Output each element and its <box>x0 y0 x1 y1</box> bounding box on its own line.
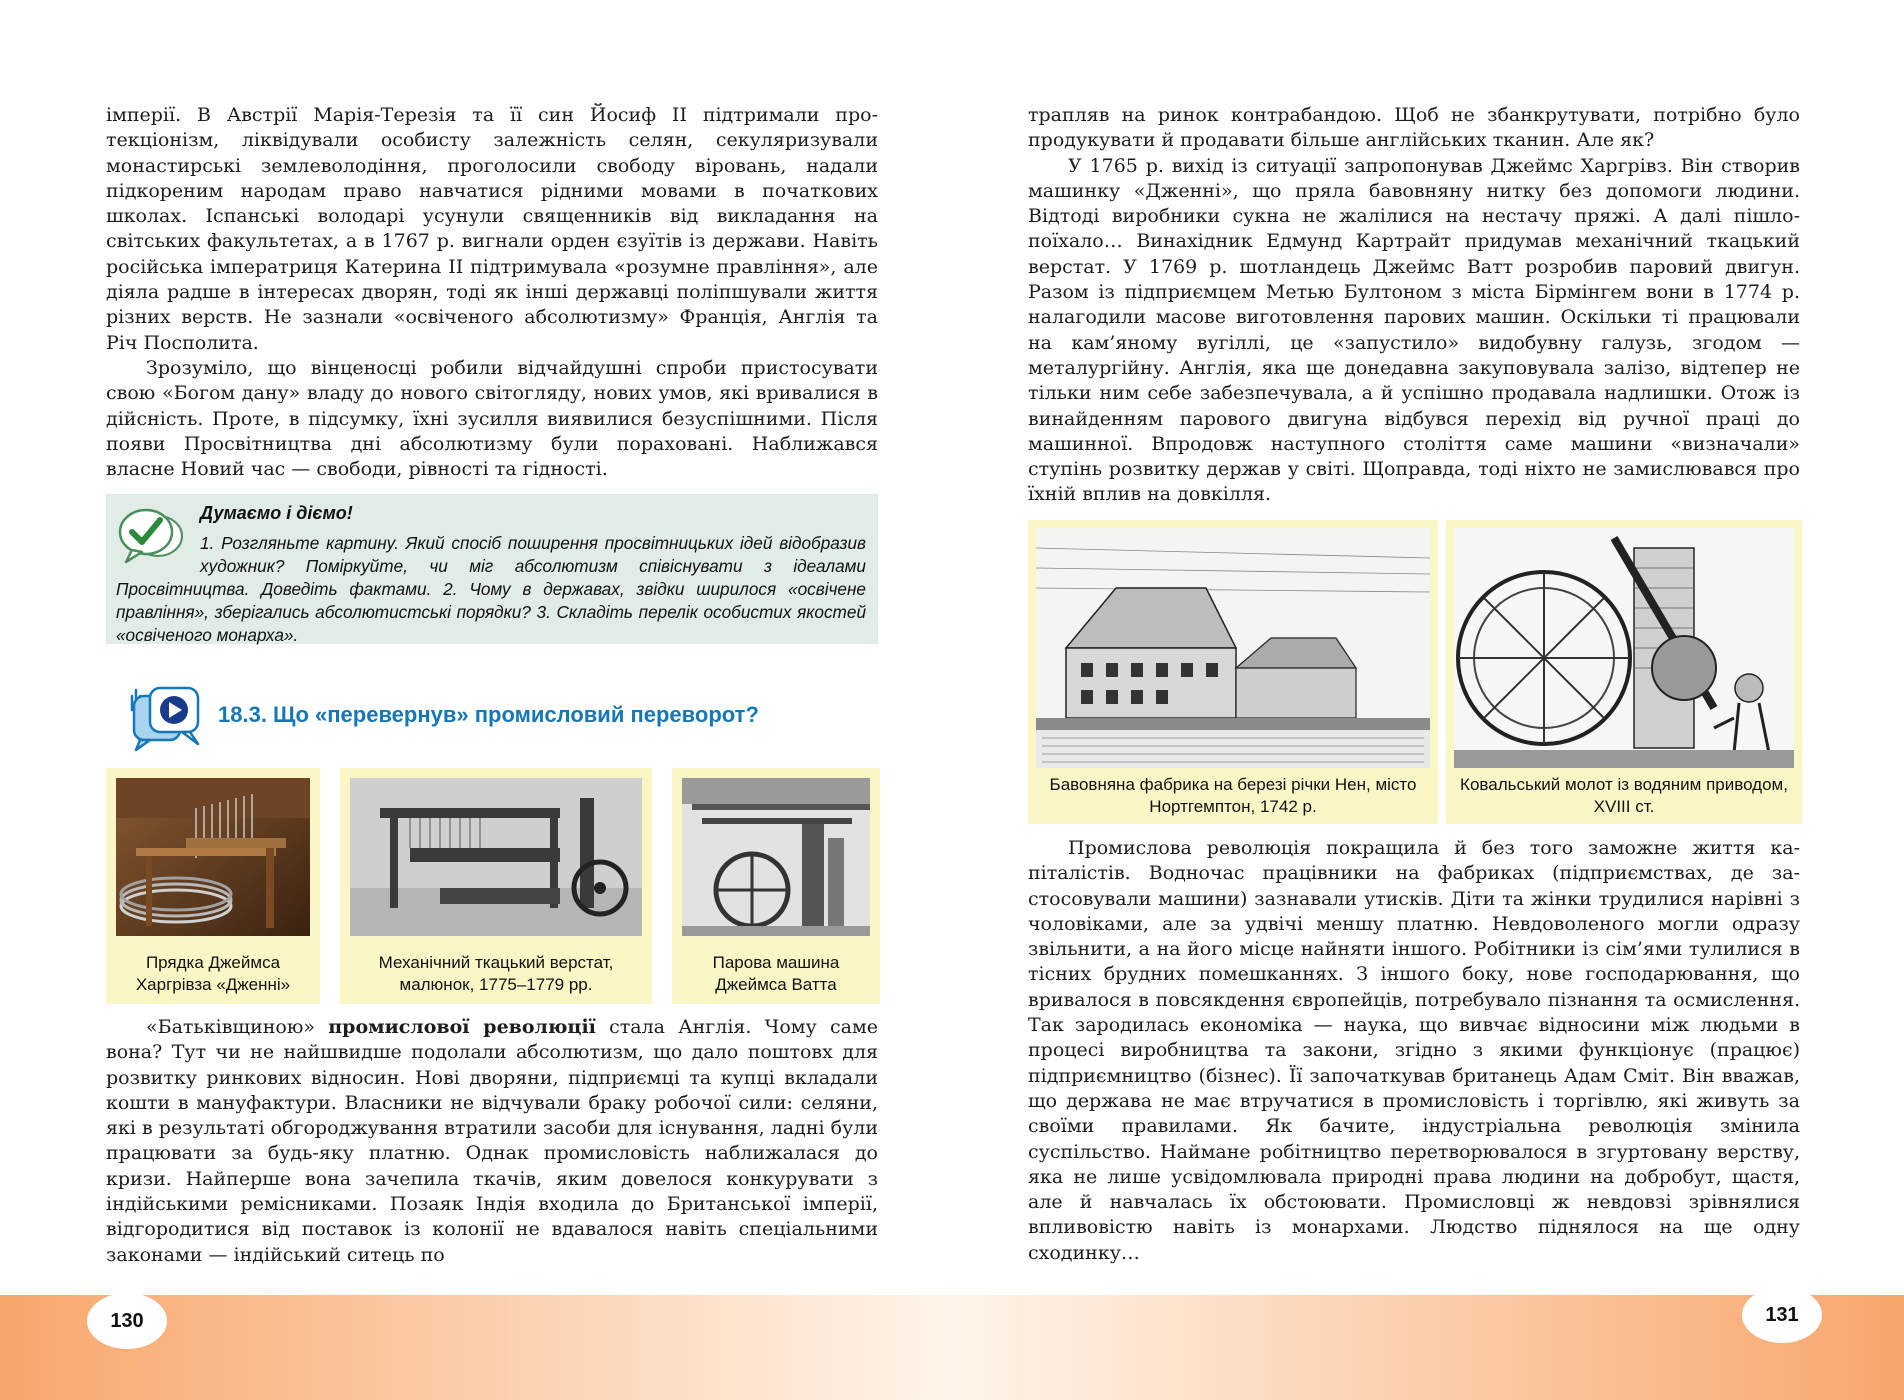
figure-steam-engine <box>672 768 880 1004</box>
page-number-left: 130 <box>87 1293 167 1349</box>
section-heading <box>126 682 886 752</box>
right-paragraph-1: трапляв на ринок контрабандою. Щоб не збанкрутувати, потрібно було продукувати й продавати більше англійських тканин. Але як? <box>1028 104 1800 152</box>
task-text: 1. Розгляньте картину. Який спосіб поширення просвітницьких ідей відобразив художник? Поміркуйте, чи міг абсолютизм співіснувати з ідеалами Просвітництва. Доведіть фактами. 2. Чому в державах, звідки ширилося «освічене правління», зберігались абсолютистські порядки? 3. Складіть перелік особистих якостей «освіченого монарха». <box>116 533 866 645</box>
right-page <box>952 0 1904 1400</box>
task-text-wrap <box>116 532 866 647</box>
right-paragraph-2: У 1765 р. вихід із ситуації запропонував Джеймс Харгрівз. Він створив машинку «Дженні», що пряла бавовняну нитку без допомоги людини. Відтоді виробники сукна не жалілися на нестачу пряжі. А далі пішло-поїхало… Винахідник Едмунд Картрайт придумав механічний ткацький верстат. У 1769 р. шотландець Джеймс Ватт розробив паровий двигун. Разом із підприємцем Метью Бултоном з міста Бірмінгем вони в 1774 р. налагодили масове виготовлення парових машин. Оскільки ті працювали на кам’яному вугіллі, це «запустило» видобувну галузь, згодом — металургійну. Англія, яка ще донедавна закуповувала залізо, відтепер не тільки ним себе забезпечувала, а й успішно продавала надлишки. Отож із винайденням парового двигуна відбувся перехід від ручної праці до машинної. Впродовж наступного століття саме машини «визначали» ступінь розвитку держав у світі. Щоправда, тоді ніхто не замислювався про їхній вплив на довкілля. <box>1028 154 1800 506</box>
power-loom-image <box>350 778 642 936</box>
figure-water-hammer-caption: Ковальський молот із водяним приводом, XVIII ст. <box>1460 775 1788 816</box>
figure-loom <box>340 768 652 1004</box>
left-paragraph-2: Зрозуміло, що вінценосці робили відчайдушні спроби пристосувати свою «Богом дану» владу до нового світогляду, нових умов, які вривалися в дійсність. Проте, в підсумку, їхні зусилля виявилися безуспішними. Після появи Просвітництва дні абсолютизму були пораховані. Наближався власне Новий час — свободи, рівності та гідності. <box>106 356 878 481</box>
right-bottom-text <box>1028 836 1800 1266</box>
video-chat-icon <box>126 682 206 752</box>
right-paragraph-3: Промислова революція покращила й без того заможне життя капіталістів. Водночас працівники на фабриках (підприємствах, де застосовували машини) зазнавали утисків. Діти та жінки трудилися нарівні з чоловіками, але за удвічі меншу платню. Невдоволеного могли одразу звільнити, а на його місце найняти іншого. Робітники із сім’ями тулилися в тісних брудних помешканнях. З іншого боку, нове господарювання, що вривалося в повсякдення європейців, потребувало пізнання та осмислення. Так зародилась економіка — наука, що вивчає відносини між людьми в процесі виробництва та закони, згідно з якими функціонує (працює) підприємництво (бізнес). Її започаткував британець Адам Сміт. Він вважав, що держава не має втручатися в промисловість і торгівлю, які живуть за своїми правилами. Як бачите, індустріальна революція змінила суспільство. Наймане робітництво перетворювалося в згуртовану верству, яка не лише усвідомлювала природні права людини на добробут, щастя, але й навчалась їх обстоювати. Промисловці ж невдовзі зрівнялися впливовістю навіть із монархами. Людство піднялося на ще одну сходинку… <box>1028 837 1800 1264</box>
left-bottom-text <box>106 1015 878 1268</box>
cotton-mill-image <box>1036 528 1430 768</box>
figure-jenny-caption: Прядка Джеймса Харгрівза «Дженні» <box>135 953 291 994</box>
page-footer-band <box>0 1295 1904 1400</box>
figure-loom-caption: Механічний ткацький верстат, малюнок, 1775–1779 рр. <box>378 953 614 994</box>
left-top-text <box>106 103 878 482</box>
spinning-jenny-image <box>116 778 310 936</box>
paragraph-rest: стала Англія. Чому саме вона? Тут чи не найшвидше подолали абсолютизм, що дало поштовх для розвитку ринкових відносин. Нові дворяни, підприємці та купці вкладали кошти в мануфактури. Власники не відчували браку робочої сили: селяни, які в результаті обгороджування втратили засоби для існування, ладні були працювати за будь-яку платню. Однак промисловість наближалася до кризи. Найперше вона зачепила ткачів, яким довелося конкурувати з індійськими ремісниками. Позаяк Індія входила до Британської імперії, відгородитися від поставок із колонії не вдавалося навіть спеціальними законами — індійський ситець по <box>106 1016 879 1266</box>
think-and-act-box <box>106 494 878 644</box>
paragraph-lead: «Батьківщиною» <box>146 1016 329 1038</box>
task-title: Думаємо і діємо! <box>200 503 353 523</box>
steam-engine-image <box>682 778 870 936</box>
figure-cotton-mill <box>1028 520 1438 824</box>
left-paragraph-3 <box>106 1015 878 1268</box>
water-hammer-image <box>1454 528 1794 768</box>
figure-water-hammer <box>1446 520 1802 824</box>
left-paragraph-1: імперії. В Австрії Марія-Терезія та її син Йосиф II підтримали протекціонізм, ліквідували особисту залежність селян, секуляризували монастирські землеволодіння, проголосили свободу віровань, надали підкореним народам право навчатися рідними мовами в початкових школах. Іспанські володарі усунули священників від викладання на світських факультетах, а в 1767 р. вигнали орден єзуїтів із держави. Навіть російська імператриця Катерина II підтримувала «розумне правління», але діяла радше в інтересах дворян, тоді як інші державці поліпшували життя різних верств. Не зазнали «освіченого абсолютизму» Франція, Англія та Річ Посполита. <box>106 104 878 354</box>
section-title: 18.3. Що «перевернув» промисловий переворот? <box>218 702 759 727</box>
term-industrial-revolution: промислової революції <box>328 1016 596 1038</box>
figure-jenny <box>106 768 320 1004</box>
figure-steam-caption: Парова машина Джеймса Ватта <box>712 953 840 994</box>
right-top-text <box>1028 103 1800 508</box>
figure-cotton-mill-caption: Бавовняна фабрика на березі річки Нен, місто Нортгемптон, 1742 р. <box>1049 775 1417 816</box>
page-number-right: 131 <box>1742 1287 1822 1343</box>
